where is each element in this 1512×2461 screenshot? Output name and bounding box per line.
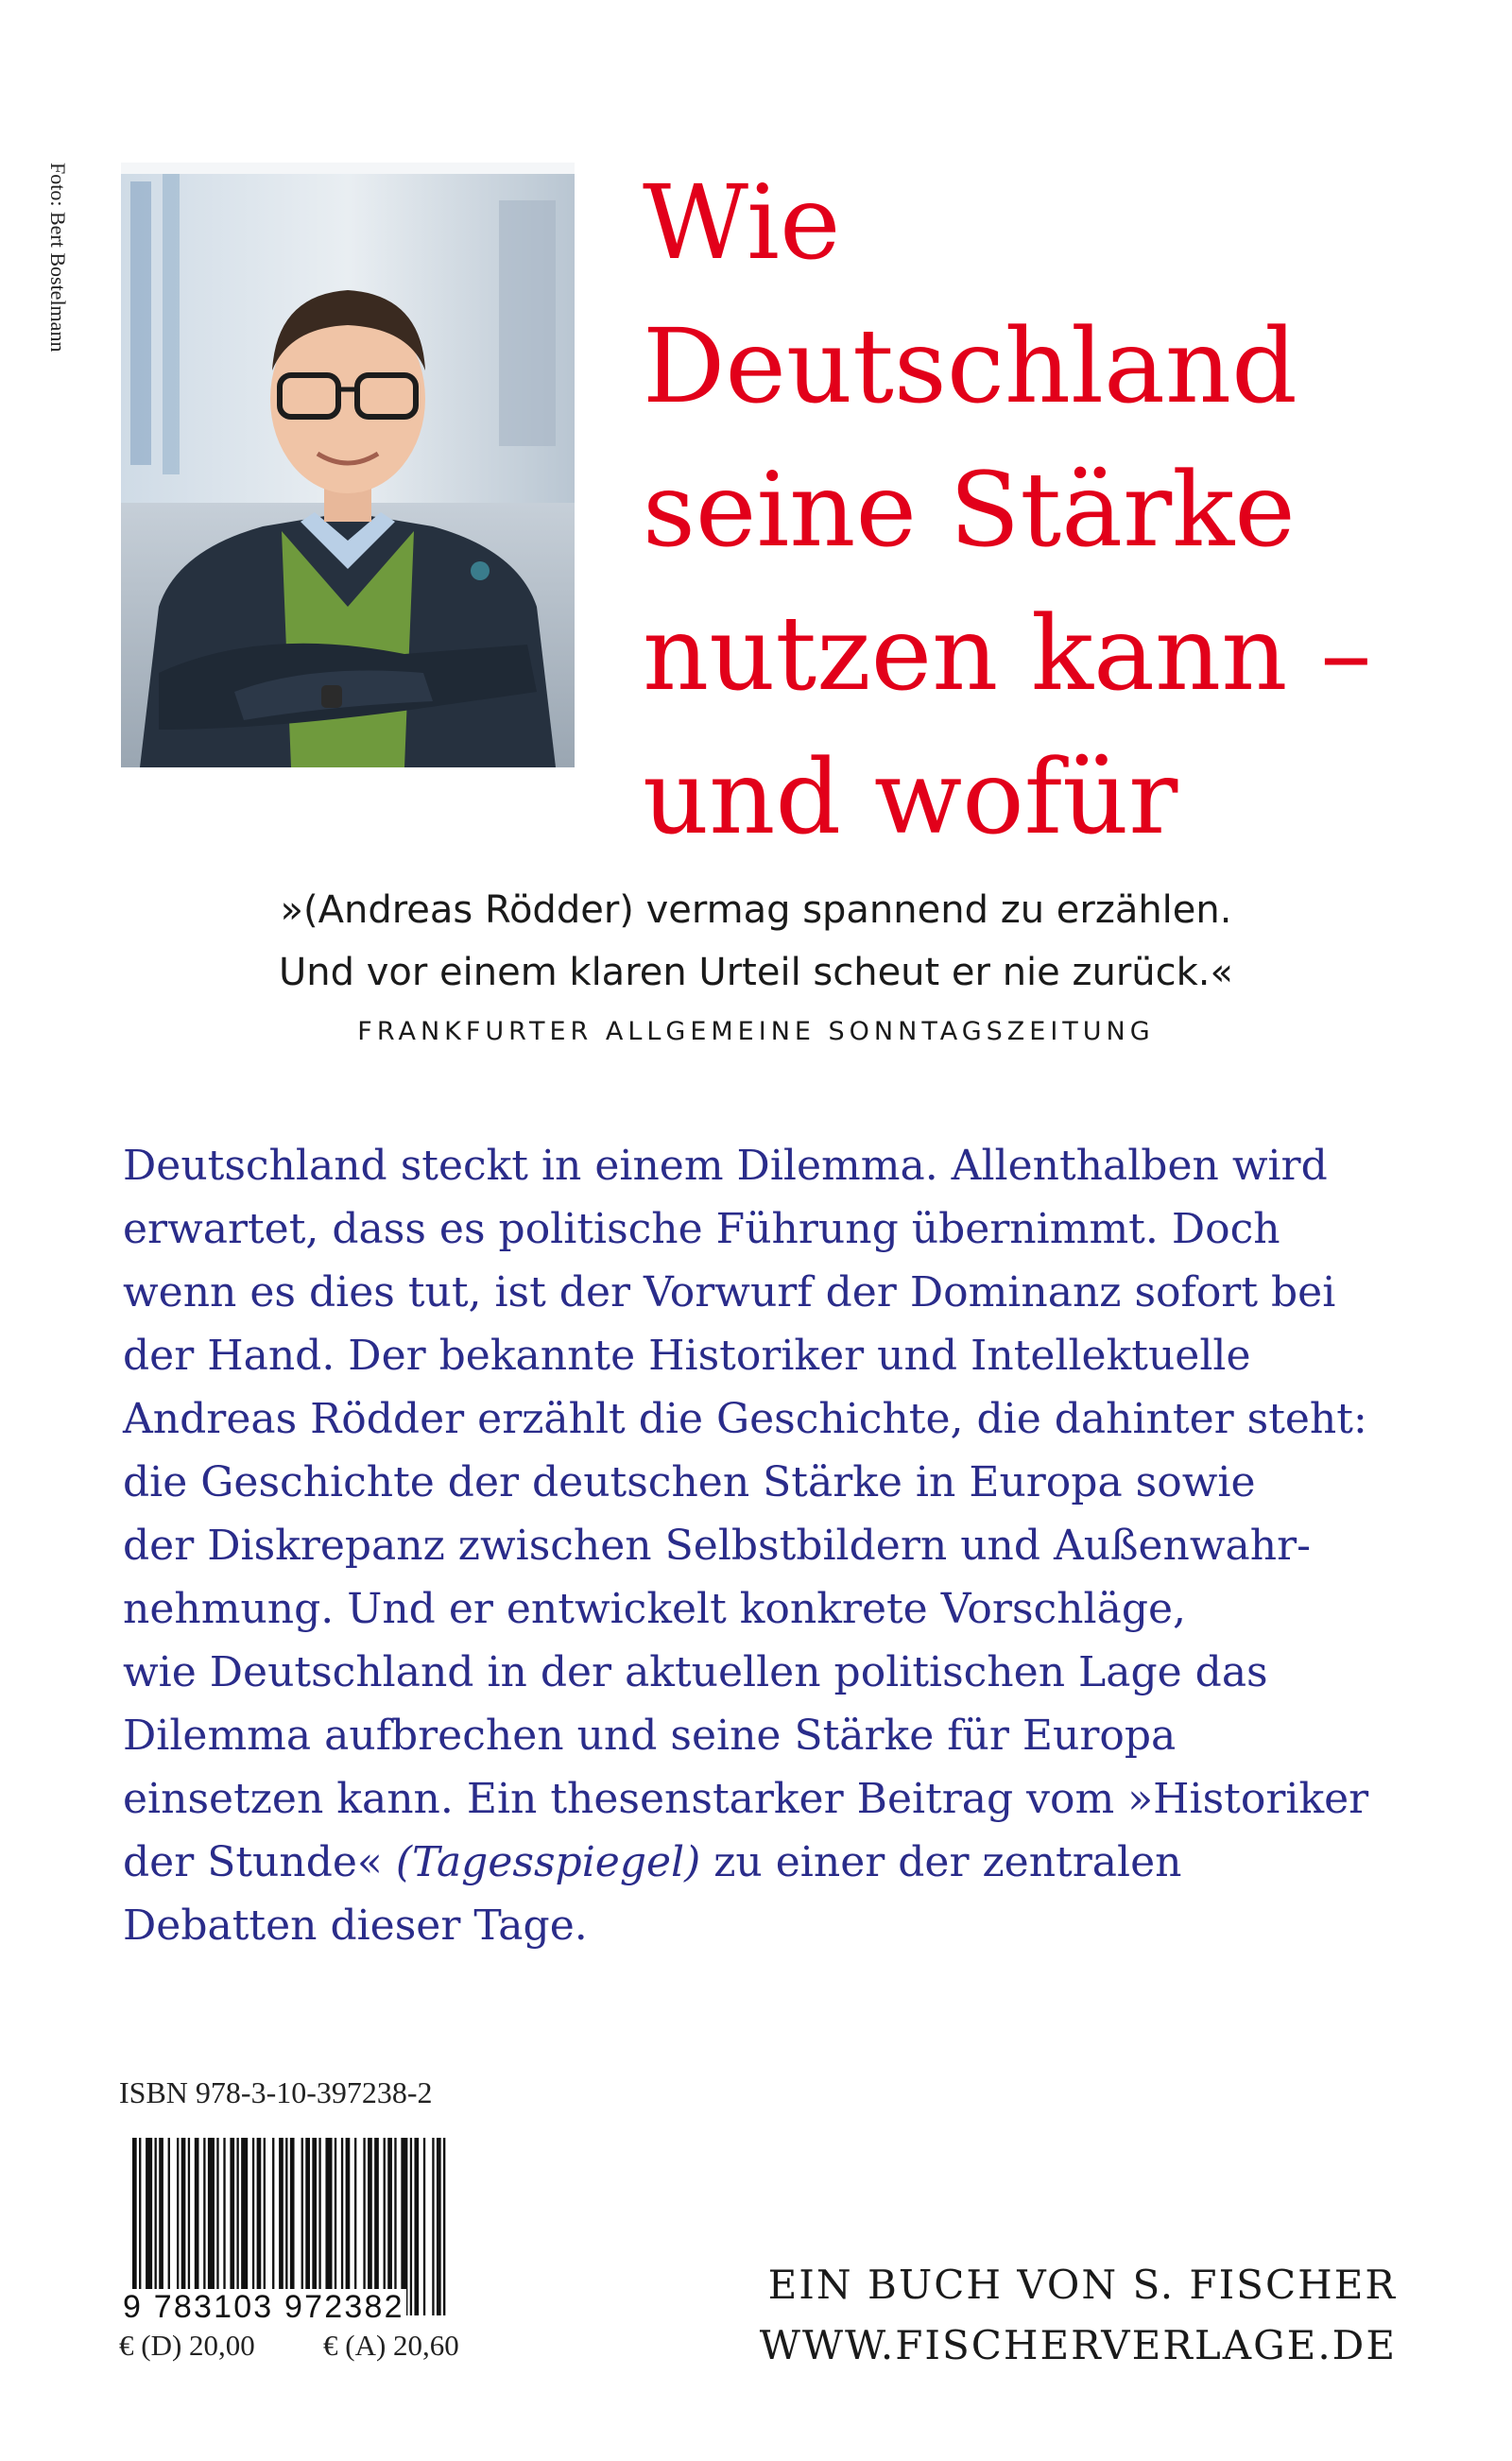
- blurb-line: nehmung. Und er entwickelt konkrete Vorschläge,: [123, 1585, 1187, 1633]
- press-quote: [0, 879, 1512, 1046]
- blurb-line: Debatten dieser Tage.: [123, 1902, 588, 1950]
- barcode-bar: [410, 2138, 412, 2315]
- blurb-line: wenn es dies tut, ist der Vorwurf der Dominanz sofort bei: [123, 1268, 1336, 1317]
- headline-line: seine Stärke: [643, 450, 1296, 570]
- barcode-digits: 9 783103 972382: [123, 2289, 404, 2325]
- barcode-bar: [437, 2138, 441, 2315]
- isbn: ISBN 978-3-10-397238-2: [119, 2075, 433, 2109]
- blurb-line: der Diskrepanz zwischen Selbstbildern und Außenwahr-: [123, 1522, 1312, 1570]
- blurb-line: einsetzen kann. Ein thesenstarker Beitrag vom »Historiker: [123, 1775, 1369, 1823]
- barcode-bar: [423, 2138, 425, 2315]
- blurb-line: Andreas Rödder erzählt die Geschichte, die dahinter steht:: [123, 1395, 1367, 1443]
- publisher-line: EIN BUCH VON S. FISCHER: [767, 2262, 1397, 2308]
- barcode-bar: [414, 2138, 419, 2315]
- headline: [643, 151, 1474, 869]
- quote-line: Und vor einem klaren Urteil scheut er nie zurück.«: [279, 951, 1233, 994]
- blurb-line: erwartet, dass es politische Führung übernimmt. Doch: [123, 1205, 1280, 1253]
- quote-source: FRANKFURTER ALLGEMEINE SONNTAGSZEITUNG: [357, 1017, 1155, 1046]
- blurb-line: wie Deutschland in der aktuellen politischen Lage das: [123, 1648, 1268, 1696]
- barcode-bar: [432, 2138, 434, 2315]
- price-austria: € (A) 20,60: [323, 2329, 459, 2362]
- blurb-line: [123, 1831, 1446, 1894]
- photo-credit-text: Foto: Bert Bostelmann: [46, 163, 70, 353]
- price-germany: € (D) 20,00: [119, 2329, 255, 2362]
- headline-line: und wofür: [643, 737, 1178, 857]
- headline-line: Deutschland: [643, 306, 1297, 426]
- quote-line: »(Andreas Rödder) vermag spannend zu erzählen.: [280, 888, 1232, 932]
- headline-line: nutzen kann –: [643, 594, 1372, 714]
- photo-credit: [47, 163, 81, 408]
- barcode-bar: [443, 2138, 445, 2315]
- blurb-text: der Stunde«: [123, 1838, 396, 1886]
- blurb-line: Deutschland steckt in einem Dilemma. Allenthalben wird: [123, 1142, 1328, 1190]
- author-photo: [121, 163, 575, 767]
- blurb-line: Dilemma aufbrechen und seine Stärke für Europa: [123, 1712, 1177, 1760]
- blurb-line: der Hand. Der bekannte Historiker und Intellektuelle: [123, 1332, 1251, 1380]
- publisher-info: [760, 2255, 1397, 2376]
- blurb-text: zu einer der zentralen: [700, 1838, 1182, 1886]
- headline-line: Wie: [643, 163, 841, 283]
- blurb-italic-source: (Tagesspiegel): [395, 1838, 701, 1886]
- blurb: [123, 1134, 1446, 1957]
- publisher-website: WWW.FISCHERVERLAGE.DE: [759, 2322, 1397, 2368]
- blurb-line: die Geschichte der deutschen Stärke in Europa sowie: [123, 1458, 1256, 1506]
